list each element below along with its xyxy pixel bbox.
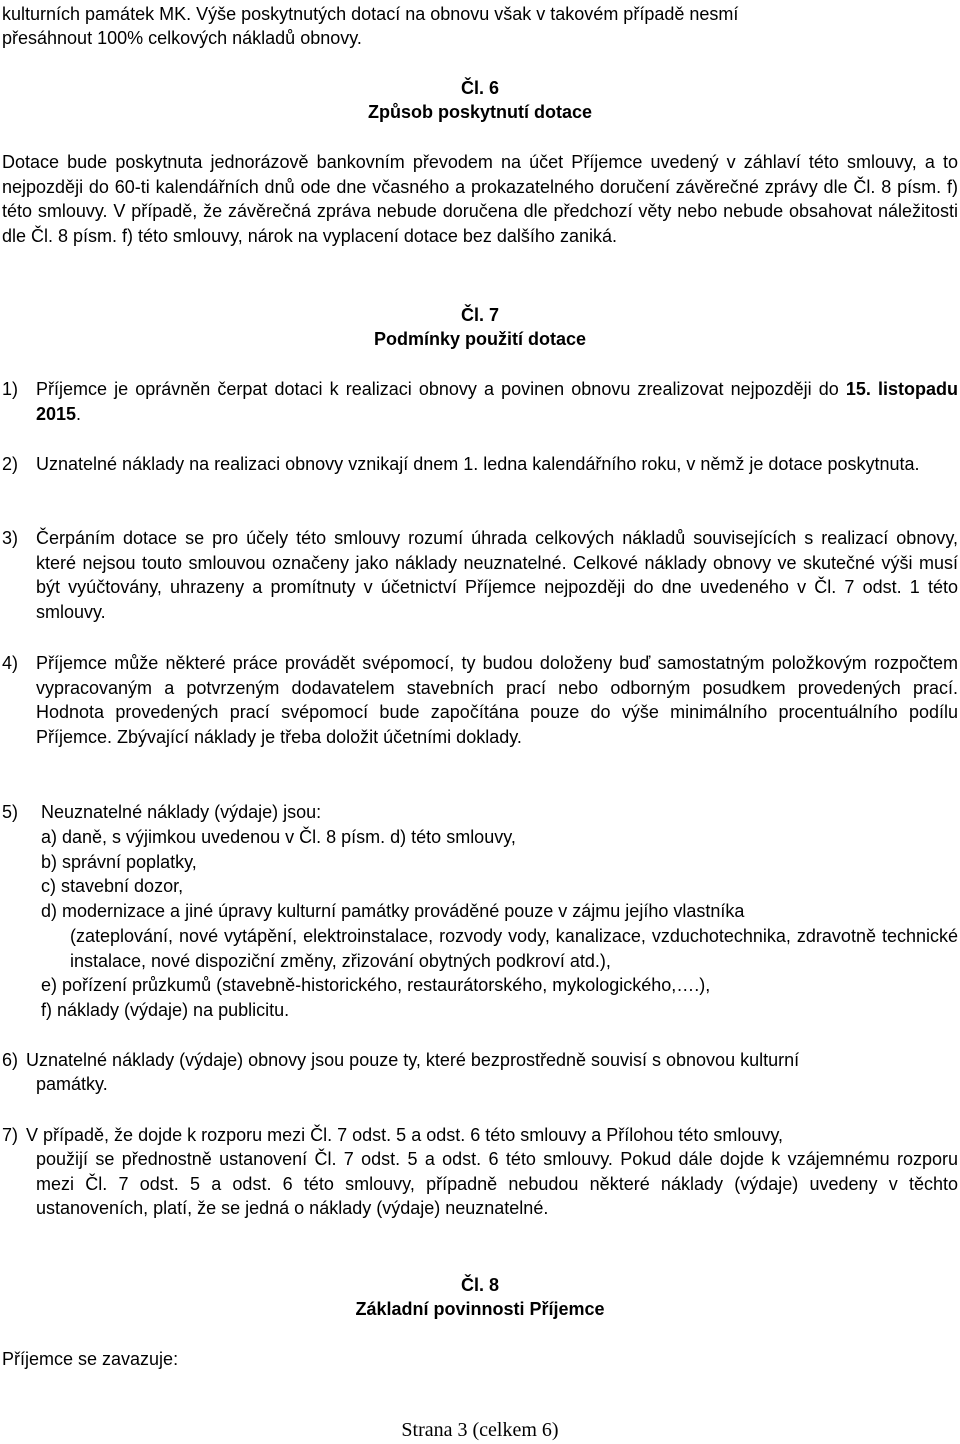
article-8-title: Základní povinnosti Příjemce	[355, 1299, 605, 1319]
list-item-d: d) modernizace a jiné úpravy kulturní památky prováděné pouze v zájmu jejího vlastníka	[41, 901, 745, 921]
article-8-number: Čl. 8	[460, 1275, 499, 1295]
article-7-title: Podmínky použití dotace	[373, 329, 587, 349]
paragraph-1-text: Příjemce je oprávněn čerpat dotaci k realizaci obnovy a povinen obnovu zrealizovat nejpozději do 15. listopadu 2015.	[36, 379, 958, 424]
list-item-a: a) daně, s výjimkou uvedenou v Čl. 8 písm. d) této smlouvy,	[41, 827, 516, 847]
paragraph-7-text: použijí se přednostně ustanovení Čl. 7 odst. 5 a odst. 6 této smlouvy. Pokud dále dojde k vzájemnému rozporu mezi Čl. 7 odst. 5 a odst. 6 této smlouvy, případně nebudou některé náklady (výdaje) uvedeny v těchto ustanoveních, platí, že se jedná o náklady (výdaje) neuznatelné.	[36, 1149, 958, 1218]
paragraph-5-intro: Neuznatelné náklady (výdaje) jsou:	[41, 802, 322, 822]
paragraph-7-line-1: V případě, že dojde k rozporu mezi Čl. 7 odst. 5 a odst. 6 této smlouvy a Přílohou této smlouvy,	[26, 1125, 784, 1145]
intro-line-1: kulturních památek MK. Výše poskytnutých dotací na obnovu však v takovém případě nesmí	[2, 4, 739, 24]
article-8-intro: Příjemce se zavazuje:	[2, 1349, 179, 1369]
list-item-c: c) stavební dozor,	[41, 876, 184, 896]
paragraph-5-number: 5)	[2, 802, 19, 822]
paragraph-6-line-2: památky.	[36, 1074, 108, 1094]
paragraph-7-number: 7)	[2, 1125, 19, 1145]
paragraph-4-number: 4)	[2, 653, 19, 673]
paragraph-2-number: 2)	[2, 454, 19, 474]
paragraph-1-number: 1)	[2, 379, 19, 399]
article-6-title: Způsob poskytnutí dotace	[367, 102, 592, 122]
page-number-footer: Strana 3 (celkem 6)	[401, 1419, 559, 1441]
article-6-number: Čl. 6	[460, 78, 499, 98]
paragraph-3-text: Čerpáním dotace se pro účely této smlouvy rozumí úhrada celkových nákladů souvisejících s realizací obnovy, které nejsou touto smlouvou označeny jako náklady neuznatelné. Celkové náklady obnovy ve skutečné výši musí být vyúčtovány, uhrazeny a promítnuty v účetnictví Příjemce nejpozději do dne uvedeného v Čl. 7 odst. 1 této smlouvy.	[36, 528, 958, 622]
deadline-date: 15. listopadu 2015	[36, 379, 958, 424]
paragraph-2-text: Uznatelné náklady na realizaci obnovy vznikají dnem 1. ledna kalendářního roku, v němž je dotace poskytnuta.	[36, 454, 920, 474]
intro-line-2: přesáhnout 100% celkových nákladů obnovy.	[2, 28, 362, 48]
paragraph-6-line-1: Uznatelné náklady (výdaje) obnovy jsou pouze ty, které bezprostředně souvisí s obnovou kulturní	[26, 1050, 800, 1070]
paragraph-6-number: 6)	[2, 1050, 19, 1070]
list-item-d-detail: (zateplování, nové vytápění, elektroinstalace, rozvody vody, kanalizace, vzduchotechnika, zdravotně technické instalace, nové dispoziční změny, zřizování obytných podkroví atd.),	[70, 926, 958, 971]
paragraph-4-text: Příjemce může některé práce provádět svépomocí, ty budou doloženy buď samostatným položkovým rozpočtem vypracovaným a potvrzeným dodavatelem stavebních prací nebo odborným posudkem provedených prací. Hodnota provedených prací svépomocí bude započítána pouze do výše minimálního procentuálního podílu Příjemce. Zbývající náklady je třeba doložit účetními doklady.	[36, 653, 958, 747]
article-6-text: Dotace bude poskytnuta jednorázově bankovním převodem na účet Příjemce uvedený v záhlaví této smlouvy, a to nejpozději do 60-ti kalendářních dnů ode dne včasného a prokazatelného doručení závěrečné zprávy dle Čl. 8 písm. f) této smlouvy. V případě, že závěrečná zpráva nebude doručena dle předchozí věty nebo nebude obsahovat náležitosti dle Čl. 8 písm. f) této smlouvy, nárok na vyplacení dotace bez dalšího zaniká.	[2, 152, 958, 246]
list-item-f: f) náklady (výdaje) na publicitu.	[41, 1000, 290, 1020]
list-item-e: e) pořízení průzkumů (stavebně-historického, restaurátorského, mykologického,….),	[41, 975, 711, 995]
article-7-number: Čl. 7	[460, 305, 499, 325]
list-item-b: b) správní poplatky,	[41, 852, 197, 872]
paragraph-3-number: 3)	[2, 528, 19, 548]
